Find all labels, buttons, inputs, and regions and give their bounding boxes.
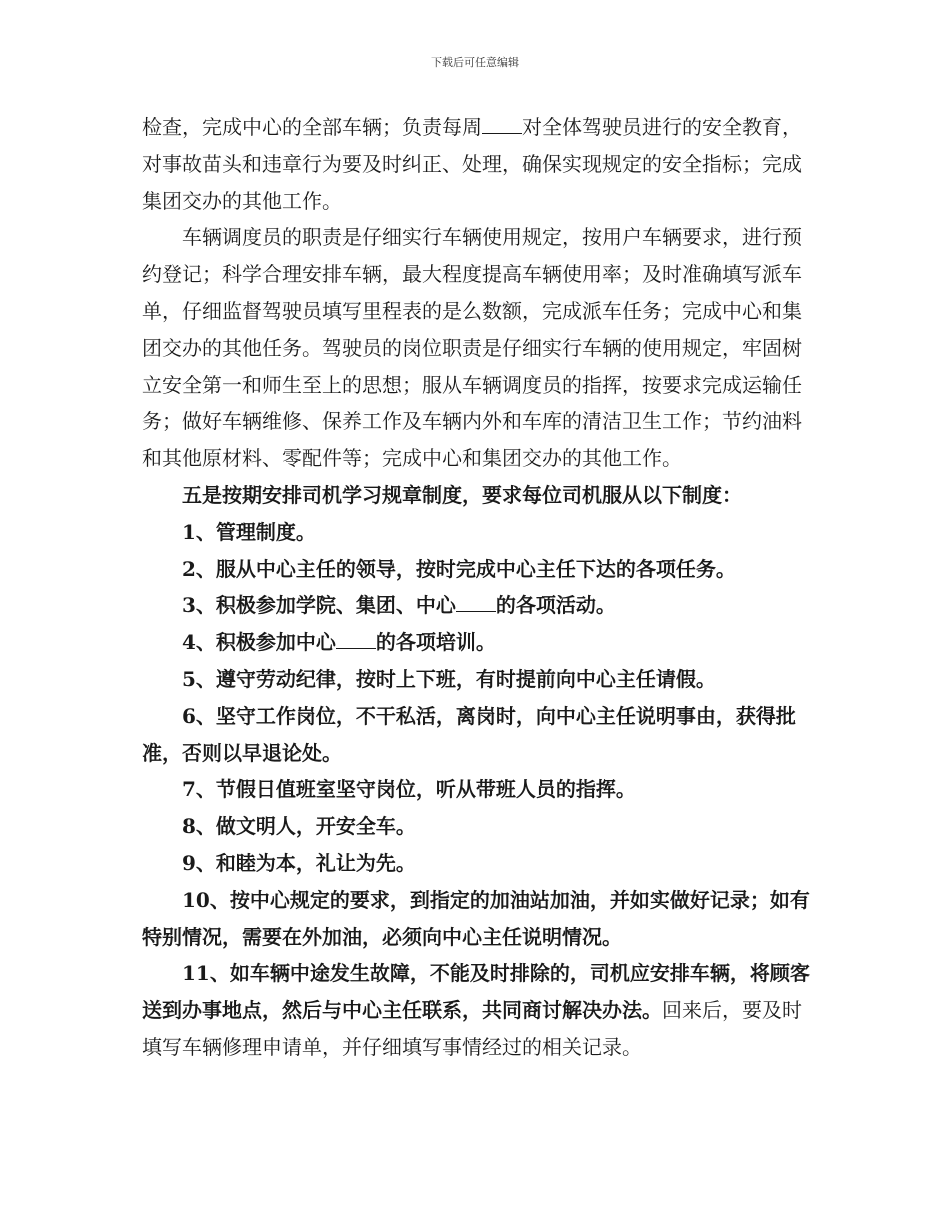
text-span: 的各项活动。 bbox=[495, 593, 616, 618]
rule-item-6: 6、坚守工作岗位，不干私活，离岗时，向中心主任说明事由，获得批准，否则以早退论处。 bbox=[142, 703, 796, 765]
text-span: 的各项培训。 bbox=[375, 630, 496, 655]
rule-item-4 bbox=[142, 624, 814, 661]
text-span: 4、积极参加中心 bbox=[182, 630, 336, 655]
page-header: 下载后可任意编辑 bbox=[431, 56, 519, 69]
rule-item-3 bbox=[142, 587, 814, 624]
rule-item-8: 8、做文明人，开安全车。 bbox=[182, 814, 416, 839]
text-span: 对全体驾驶员进行的安全教育，对事故苗头和违章行为要及时纠正、处理，确保实现规定的安全指标；完成集团交办的其他工作。 bbox=[142, 115, 802, 213]
rule-item-11 bbox=[142, 955, 814, 1065]
rule-item-5: 5、遵守劳动纪律，按时上下班，有时提前向中心主任请假。 bbox=[182, 666, 716, 691]
paragraph-duties: 车辆调度员的职责是仔细实行车辆使用规定，按用户车辆要求，进行预约登记；科学合理安排车辆，最大程度提高车辆使用率；及时准确填写派车单，仔细监督驾驶员填写里程表的是么数额，完成派车任务；完成中心和集团交办的其他任务。驾驶员的岗位职责是仔细实行车辆的使用规定，牢固树立安全第一和师生至上的思想；服从车辆调度员的指挥，按要求完成运输任务；做好车辆维修、保养工作及车辆内外和车库的清洁卫生工作；节约油料和其他原材料、零配件等；完成中心和集团交办的其他工作。 bbox=[142, 225, 802, 471]
fill-in-blank bbox=[482, 115, 522, 134]
paragraph-vehicle-inspection bbox=[142, 109, 814, 219]
text-span-bold: 11、如车辆中途发生故障，不能及时排除的，司机应安排车辆，将顾客送到办事地点，然后与中心主任联系，共同商讨解决办法。 bbox=[142, 961, 810, 1023]
fill-in-blank bbox=[456, 593, 496, 612]
document-body bbox=[142, 109, 814, 1066]
rule-item-10: 10、按中心规定的要求，到指定的加油站加油，并如实做好记录；如有特别情况，需要在外加油，必须向中心主任说明情况。 bbox=[142, 887, 810, 949]
text-span: 检查，完成中心的全部车辆；负责每周 bbox=[142, 115, 482, 139]
text-span: 回来后，要及时填写车辆修理申请单，并仔细填写事情经过的相关记录。 bbox=[142, 998, 802, 1059]
rule-item-7: 7、节假日值班室坚守岗位，听从带班人员的指挥。 bbox=[182, 777, 636, 802]
rule-item-9: 9、和睦为本，礼让为先。 bbox=[182, 850, 416, 875]
fill-in-blank bbox=[336, 630, 376, 649]
rule-item-2: 2、服从中心主任的领导，按时完成中心主任下达的各项任务。 bbox=[182, 556, 736, 581]
rule-item-1: 1、管理制度。 bbox=[182, 519, 316, 544]
text-span: 3、积极参加学院、集团、中心 bbox=[182, 593, 456, 618]
paragraph-rules-intro: 五是按期安排司机学习规章制度，要求每位司机服从以下制度： bbox=[182, 482, 742, 507]
